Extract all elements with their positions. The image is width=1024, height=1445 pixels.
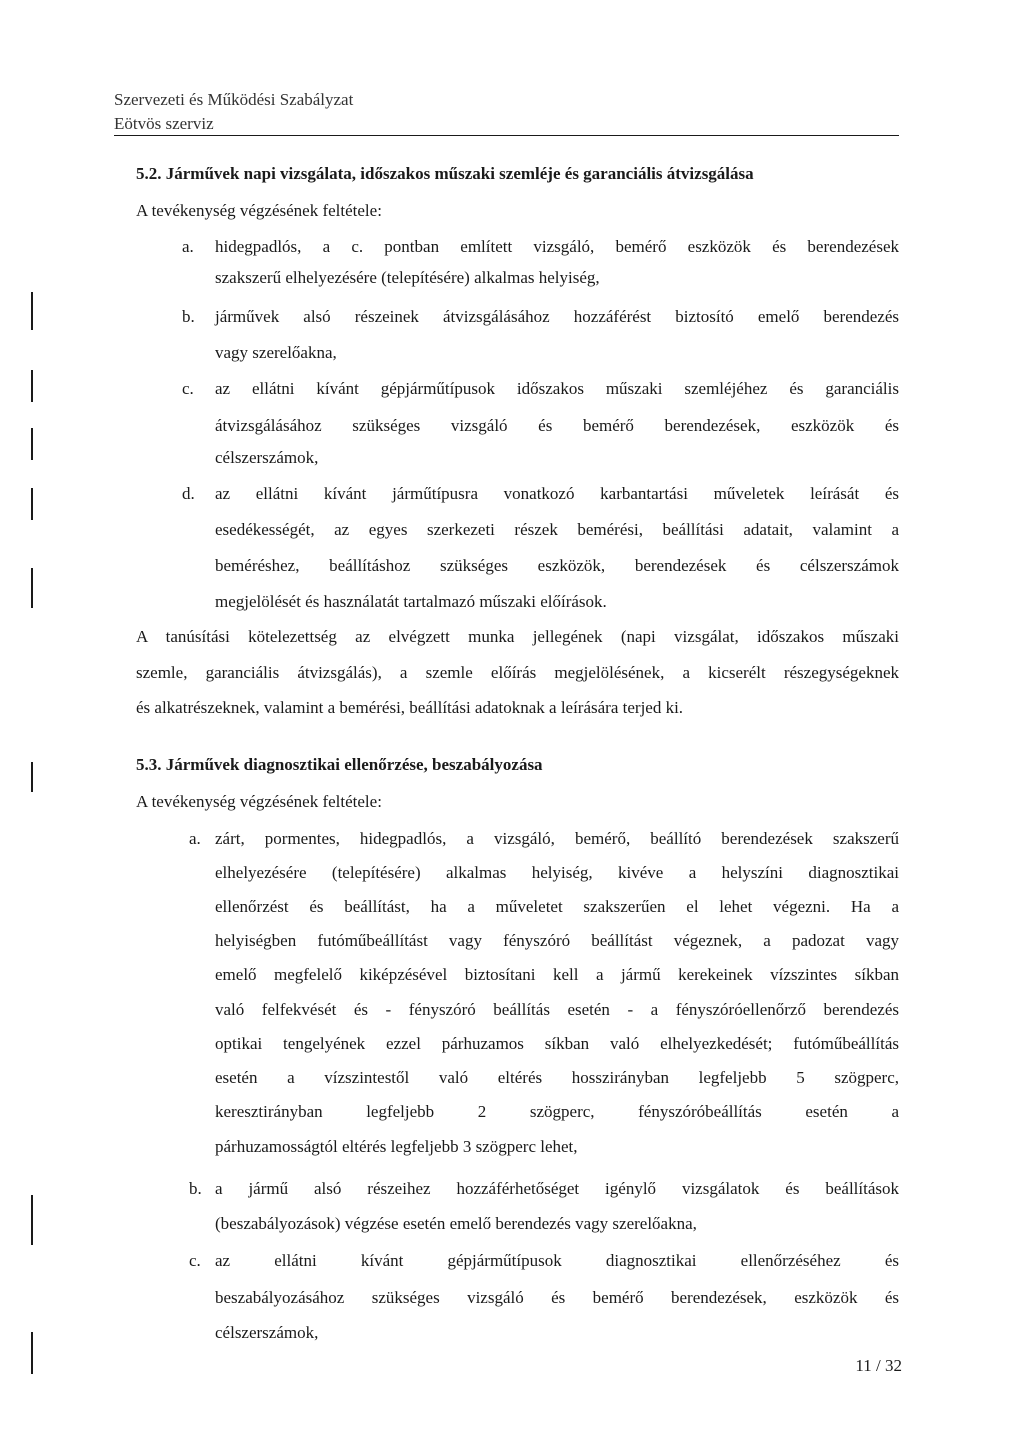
list-item-line: optikai tengelyének ezzel párhuzamos síkban való elhelyezkedését; futóműbeállítás [215,1034,899,1053]
list-item-label: d. [182,484,195,503]
list-item-line: az ellátni kívánt gépjárműtípusok diagnosztikai ellenőrzéséhez és [215,1251,899,1270]
list-item-label: a. [189,829,201,848]
list-item-label: c. [189,1251,201,1270]
page-header [114,88,899,136]
list-item-line: beszabályozásához szükséges vizsgáló és bemérő berendezések, eszközök és [215,1288,899,1307]
margin-change-bar [31,428,33,460]
header-rule [114,135,899,136]
list-item-label: c. [182,379,194,398]
list-item-label: b. [182,307,195,326]
header-title: Szervezeti és Működési Szabályzat [114,90,354,109]
list-item-line: a jármű alsó részeihez hozzáférhetőséget igénylő vizsgálatok és beállítások [215,1179,899,1198]
list-item-line: vagy szerelőakna, [215,343,337,362]
list-item-line: esetén a vízszintestől való eltérés hosszirányban legfeljebb 5 szögperc, [215,1068,899,1087]
list-item-line: esedékességét, az egyes szerkezeti részek bemérési, beállítási adatait, valamint a [215,520,899,539]
list-item-line: az ellátni kívánt járműtípusra vonatkozó karbantartási műveletek leírását és [215,484,899,503]
paragraph-line: és alkatrészeknek, valamint a bemérési, beállítási adatoknak a leírására terjed ki. [136,698,684,717]
page-number: 11 / 32 [855,1356,902,1375]
list-item-label: b. [189,1179,202,1198]
list-item-label: a. [182,237,194,256]
section-53-condition: A tevékenység végzésének feltétele: [136,792,382,811]
list-item-line: célszerszámok, [215,1323,319,1342]
section-53-title: 5.3. Járművek diagnosztikai ellenőrzése, beszabályozása [136,755,543,774]
paragraph-line: A tanúsítási kötelezettség az elvégzett munka jellegének (napi vizsgálat, időszakos műszaki [136,627,899,646]
list-item-line: ellenőrzést és beállítást, ha a műveletet szakszerűen el lehet végezni. Ha a [215,897,899,916]
list-item-line: járművek alsó részeinek átvizsgálásához hozzáférést biztosító emelő berendezés [215,307,899,326]
list-item-line: hidegpadlós, a c. pontban említett vizsgáló, bemérő eszközök és berendezések [215,237,899,256]
margin-change-bar [31,762,33,792]
margin-change-bar [31,1332,33,1374]
list-item-line: emelő megfelelő kiképzésével biztosítani kell a jármű kerekeinek vízszintes síkban [215,965,899,984]
list-item-line: az ellátni kívánt gépjárműtípusok időszakos műszaki szemléjéhez és garanciális [215,379,899,398]
list-item-line: célszerszámok, [215,448,319,467]
list-item-line: elhelyezésére (telepítésére) alkalmas helyiség, kivéve a helyszíni diagnosztikai [215,863,899,882]
list-item-line: helyiségben futóműbeállítást vagy fényszóró beállítást végeznek, a padozat vagy [215,931,899,950]
list-item-line: való felfekvését és - fényszóró beállítás esetén - a fényszóróellenőrző berendezés [215,1000,899,1019]
list-item-line: átvizsgálásához szükséges vizsgáló és bemérő berendezések, eszközök és [215,416,899,435]
margin-change-bar [31,568,33,608]
margin-change-bar [31,292,33,330]
paragraph-line: szemle, garanciális átvizsgálás), a szemle előírás megjelölésének, a kicserélt részegységeknek [136,663,899,682]
list-item-line: beméréshez, beállításhoz szükséges eszközök, berendezések és célszerszámok [215,556,899,575]
section-52-condition: A tevékenység végzésének feltétele: [136,201,382,220]
margin-change-bar [31,370,33,402]
list-item-line: zárt, pormentes, hidegpadlós, a vizsgáló, bemérő, beállító berendezések szakszerű [215,829,899,848]
margin-change-bar [31,1195,33,1245]
list-item-line: megjelölését és használatát tartalmazó műszaki előírások. [215,592,607,611]
list-item-line: párhuzamosságtól eltérés legfeljebb 3 szögperc lehet, [215,1137,578,1156]
margin-change-bar [31,488,33,520]
header-subtitle: Eötvös szerviz [114,114,214,133]
list-item-line: (beszabályozások) végzése esetén emelő berendezés vagy szerelőakna, [215,1214,697,1233]
section-52-title: 5.2. Járművek napi vizsgálata, időszakos műszaki szemléje és garanciális átvizsgálása [136,164,754,183]
list-item-line: keresztirányban legfeljebb 2 szögperc, fényszóróbeállítás esetén a [215,1102,899,1121]
list-item-line: szakszerű elhelyezésére (telepítésére) alkalmas helyiség, [215,268,600,287]
